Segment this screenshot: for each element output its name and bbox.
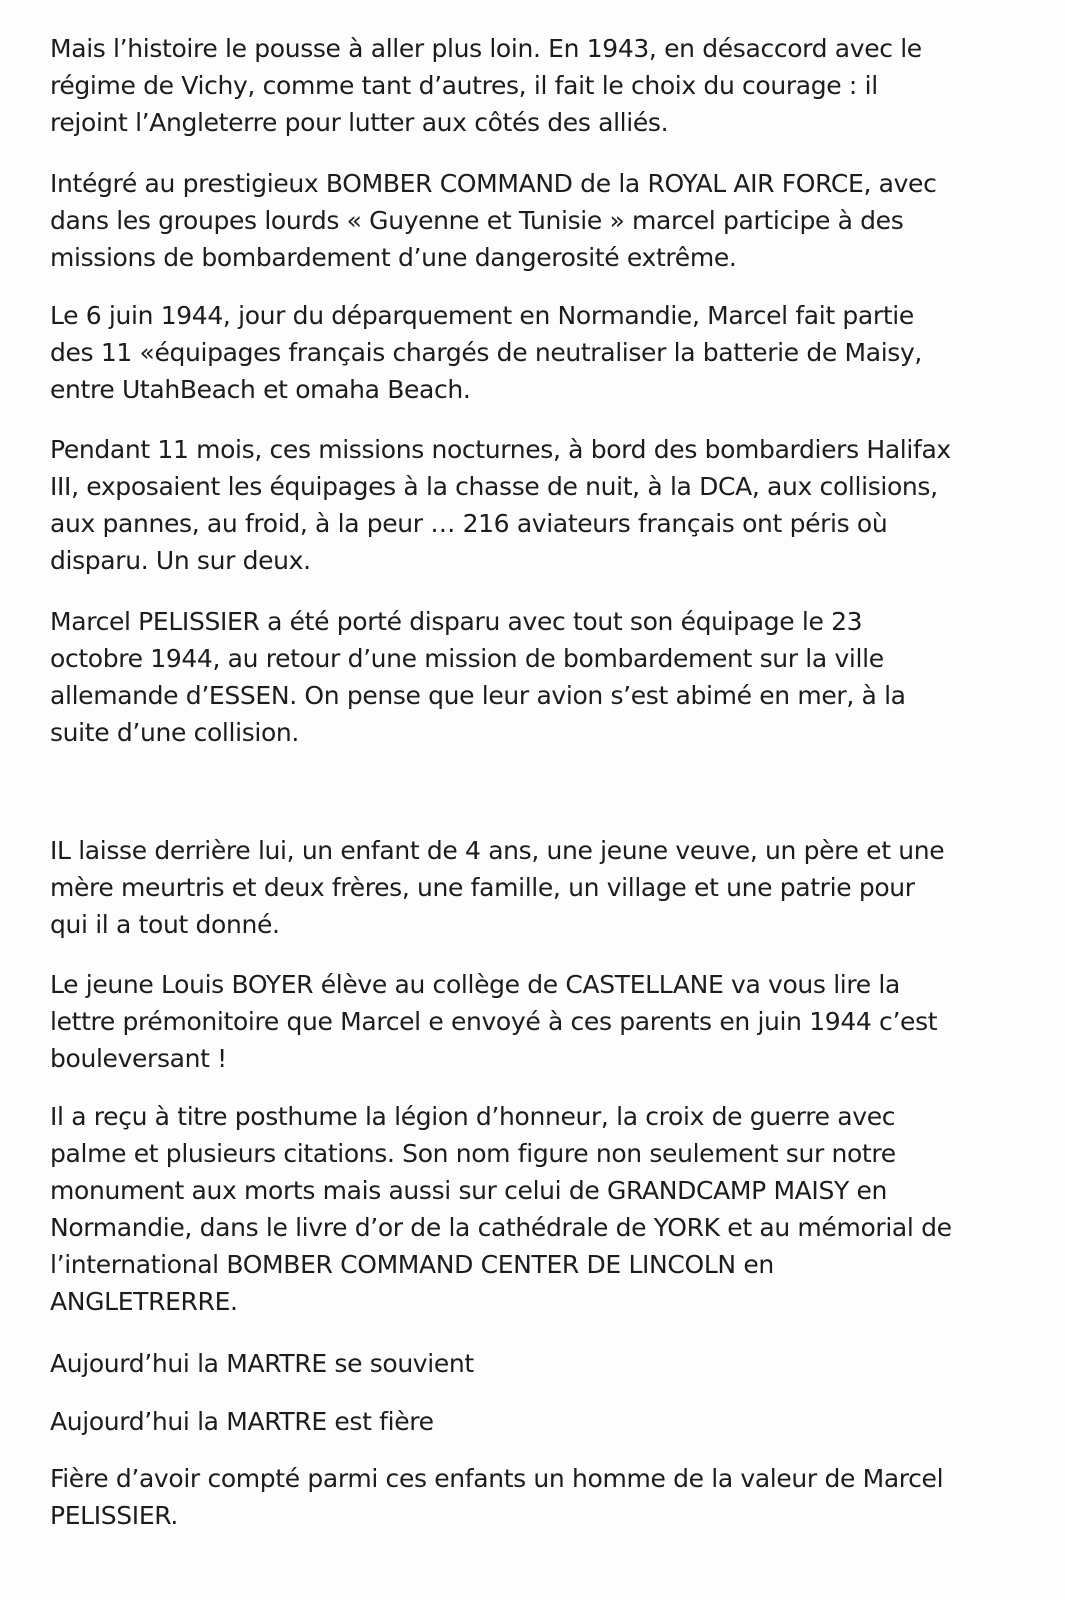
paragraph-7: Le jeune Louis BOYER élève au collège de CASTELLANE va vous lire la lettre prémonitoire que Marcel e envoyé à ces parents en juin 1944 c’est bouleversant ! [50,970,938,1073]
paragraph-5: Marcel PELISSIER a été porté disparu avec tout son équipage le 23 octobre 1944, au retour d’une mission de bombardement sur la ville allemande d’ESSEN. On pense que leur avion s’est abimé en mer, à la suite d’une collision. [50,607,906,747]
paragraph-8: Il a reçu à titre posthume la légion d’honneur, la croix de guerre avec palme et plusieurs citations. Son nom figure non seulement sur notre monument aux morts mais aussi sur celui de GRANDCAMP MAISY en Normandie, dans le livre d’or de la cathédrale de YORK et au mémorial de l’international BOMBER COMMAND CENTER DE LINCOLN en ANGLETRERRE. [50,1102,952,1316]
paragraph-2: Intégré au prestigieux BOMBER COMMAND de la ROYAL AIR FORCE, avec dans les groupes lourds « Guyenne et Tunisie » marcel participe à des missions de bombardement d’une dangerosité extrême. [50,169,937,272]
paragraph-10: Aujourd’hui la MARTRE est fière [50,1407,434,1436]
paragraph-4: Pendant 11 mois, ces missions nocturnes, à bord des bombardiers Halifax III, exposaient les équipages à la chasse de nuit, à la DCA, aux collisions, aux pannes, au froid, à la peur … 216 aviateurs français ont péris où disparu. Un sur deux. [50,435,951,575]
paragraph-11: Fière d’avoir compté parmi ces enfants un homme de la valeur de Marcel PELISSIER. [50,1464,944,1530]
paragraph-3: Le 6 juin 1944, jour du déparquement en Normandie, Marcel fait partie des 11 «équipages français chargés de neutraliser la batterie de Maisy, entre UtahBeach et omaha Beach. [50,301,923,404]
paragraph-1: Mais l’histoire le pousse à aller plus loin. En 1943, en désaccord avec le régime de Vichy, comme tant d’autres, il fait le choix du courage : il rejoint l’Angleterre pour lutter aux côtés des alliés. [50,34,922,137]
paragraph-6: IL laisse derrière lui, un enfant de 4 ans, une jeune veuve, un père et une mère meurtris et deux frères, une famille, un village et une patrie pour qui il a tout donné. [50,836,945,939]
paragraph-9: Aujourd’hui la MARTRE se souvient [50,1349,474,1378]
